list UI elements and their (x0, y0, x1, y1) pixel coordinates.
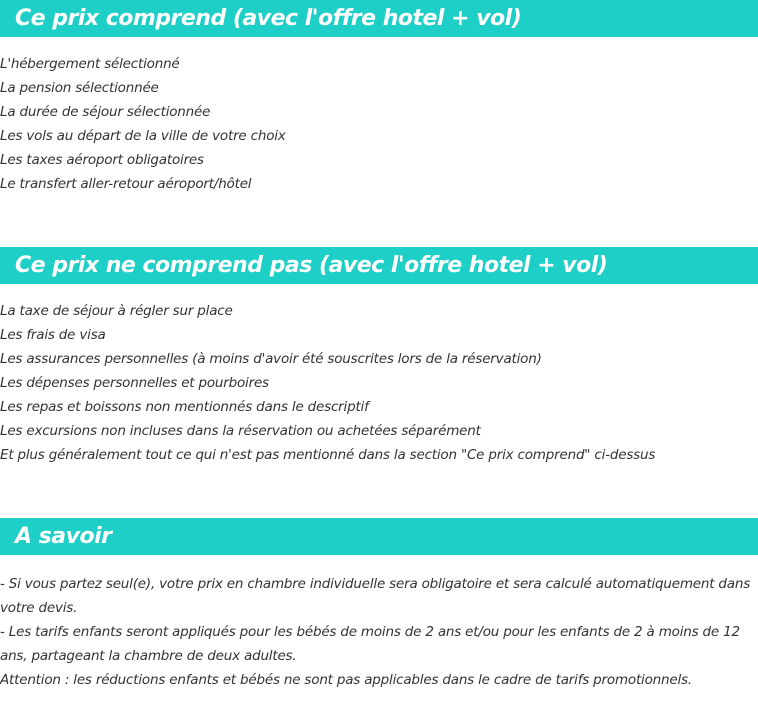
list-item: Les assurances personnelles (à moins d'avoir été souscrites lors de la réservation) (0, 351, 542, 367)
list-item: Les repas et boissons non mentionnés dans le descriptif (0, 399, 369, 415)
list-item: La durée de séjour sélectionnée (0, 104, 211, 120)
included-heading: Ce prix comprend (avec l'offre hotel + vol) (0, 0, 758, 37)
to-know-heading: A savoir (0, 518, 758, 555)
info-paragraph: Attention : les réductions enfants et bébés ne sont pas applicables dans le cadre de tarifs promotionnels. (0, 672, 692, 688)
list-item: Les excursions non incluses dans la réservation ou achetées séparément (0, 423, 481, 439)
list-item: La pension sélectionnée (0, 80, 159, 96)
not-included-list (0, 299, 758, 467)
list-item: Le transfert aller-retour aéroport/hôtel (0, 176, 252, 192)
included-section (0, 0, 758, 196)
to-know-section (0, 518, 758, 692)
not-included-heading: Ce prix ne comprend pas (avec l'offre hotel + vol) (0, 247, 758, 284)
list-item: La taxe de séjour à régler sur place (0, 303, 233, 319)
list-item: Les dépenses personnelles et pourboires (0, 375, 269, 391)
list-item: Et plus généralement tout ce qui n'est pas mentionné dans la section "Ce prix comprend" ci-dessus (0, 447, 656, 463)
list-item: Les frais de visa (0, 327, 106, 343)
included-list (0, 52, 758, 196)
not-included-section (0, 247, 758, 467)
list-item: Les vols au départ de la ville de votre choix (0, 128, 286, 144)
info-paragraph: - Les tarifs enfants seront appliqués pour les bébés de moins de 2 ans et/ou pour les enfants de 2 à moins de 12 ans, partageant la chambre de deux adultes. (0, 624, 740, 664)
to-know-text (0, 572, 758, 692)
list-item: L'hébergement sélectionné (0, 56, 180, 72)
info-paragraph: - Si vous partez seul(e), votre prix en chambre individuelle sera obligatoire et sera calculé automatiquement dans votre devis. (0, 576, 751, 616)
list-item: Les taxes aéroport obligatoires (0, 152, 204, 168)
